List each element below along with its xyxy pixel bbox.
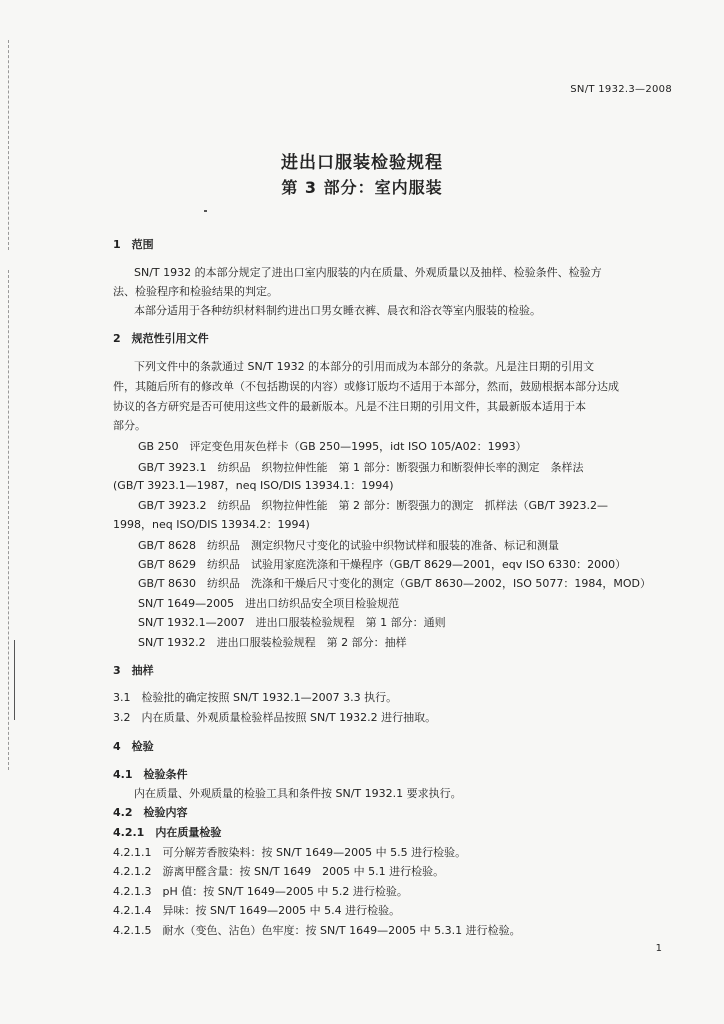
clause-4-2-1-5: 4.2.1.5 耐水（变色、沾色）色牢度：按 SN/T 1649—2005 中 5.3.1 进行检验。 (113, 924, 521, 937)
margin-mark (14, 640, 15, 720)
reference-item: SN/T 1932.1—2007 进出口服装检验规程 第 1 部分：通则 (138, 616, 446, 629)
reference-item: SN/T 1649—2005 进出口纺织品安全项目检验规范 (138, 597, 400, 610)
paragraph-line: 下列文件中的条款通过 SN/T 1932 的本部分的引用而成为本部分的条款。凡是注日期的引用文 (134, 360, 595, 373)
paragraph-line: 部分。 (113, 419, 146, 432)
doc-title: 进出口服装检验规程 (281, 153, 443, 173)
reference-item: GB/T 3923.1 纺织品 织物拉伸性能 第 1 部分：断裂强力和断裂伸长率的测定 条样法 (138, 461, 584, 474)
reference-item: GB 250 评定变色用灰色样卡（GB 250—1995，idt ISO 105/A02：1993） (138, 440, 527, 453)
speck-mark (204, 210, 207, 212)
section-1-heading: 1 范围 (113, 238, 154, 251)
reference-item: GB/T 3923.2 纺织品 织物拉伸性能 第 2 部分：断裂强力的测定 抓样法（GB/T 3923.2— (138, 499, 608, 512)
section-3-heading: 3 抽样 (113, 664, 154, 677)
page-number: 1 (655, 943, 662, 954)
paragraph-line: 件，其随后所有的修改单（不包括勘误的内容）或修订版均不适用于本部分，然而，鼓励根据本部分达成 (113, 380, 619, 393)
reference-item: GB/T 8628 纺织品 测定织物尺寸变化的试验中织物试样和服装的准备、标记和测量 (138, 539, 559, 552)
reference-item: GB/T 8630 纺织品 洗涤和干燥后尺寸变化的测定（GB/T 8630—2002，ISO 5077：1984，MOD） (138, 577, 651, 590)
clause-4-2-1: 4.2.1 内在质量检验 (113, 826, 222, 839)
doc-subtitle: 第 3 部分：室内服装 (281, 178, 443, 197)
paragraph-line: SN/T 1932 的本部分规定了进出口室内服装的内在质量、外观质量以及抽样、检验条件、检验方 (134, 266, 602, 279)
clause-4-2-1-1: 4.2.1.1 可分解芳香胺染料：按 SN/T 1649—2005 中 5.5 进行检验。 (113, 846, 467, 859)
clause-4-2: 4.2 检验内容 (113, 806, 188, 819)
section-2-heading: 2 规范性引用文件 (113, 332, 209, 345)
clause-4-1: 4.1 检验条件 (113, 768, 188, 781)
clause-4-2-1-2: 4.2.1.2 游离甲醛含量：按 SN/T 1649 2005 中 5.1 进行检验。 (113, 865, 445, 878)
reference-item: 1998，neq ISO/DIS 13934.2：1994) (113, 518, 310, 531)
standard-number: SN/T 1932.3—2008 (570, 84, 672, 95)
paragraph-line: 内在质量、外观质量的检验工具和条件按 SN/T 1932.1 要求执行。 (134, 787, 462, 800)
clause-4-2-1-3: 4.2.1.3 pH 值：按 SN/T 1649—2005 中 5.2 进行检验。 (113, 885, 408, 898)
paragraph-line: 法、检验程序和检验结果的判定。 (113, 285, 278, 298)
clause-3-2: 3.2 内在质量、外观质量检验样品按照 SN/T 1932.2 进行抽取。 (113, 711, 437, 724)
paragraph-line: 本部分适用于各种纺织材料制约进出口男女睡衣裤、晨衣和浴衣等室内服装的检验。 (134, 304, 541, 317)
reference-item: GB/T 8629 纺织品 试验用家庭洗涤和干燥程序（GB/T 8629—2001，eqv ISO 6330：2000） (138, 558, 627, 571)
clause-4-2-1-4: 4.2.1.4 异味：按 SN/T 1649—2005 中 5.4 进行检验。 (113, 904, 401, 917)
binding-margin-line (8, 270, 9, 770)
section-4-heading: 4 检验 (113, 740, 154, 753)
paragraph-line: 协议的各方研究是否可使用这些文件的最新版本。凡是不注日期的引用文件，其最新版本适用于本 (113, 400, 586, 413)
reference-item: (GB/T 3923.1—1987，neq ISO/DIS 13934.1：1994) (113, 479, 394, 492)
reference-item: SN/T 1932.2 进出口服装检验规程 第 2 部分：抽样 (138, 636, 407, 649)
clause-3-1: 3.1 检验批的确定按照 SN/T 1932.1—2007 3.3 执行。 (113, 691, 398, 704)
binding-margin-line (8, 40, 9, 250)
